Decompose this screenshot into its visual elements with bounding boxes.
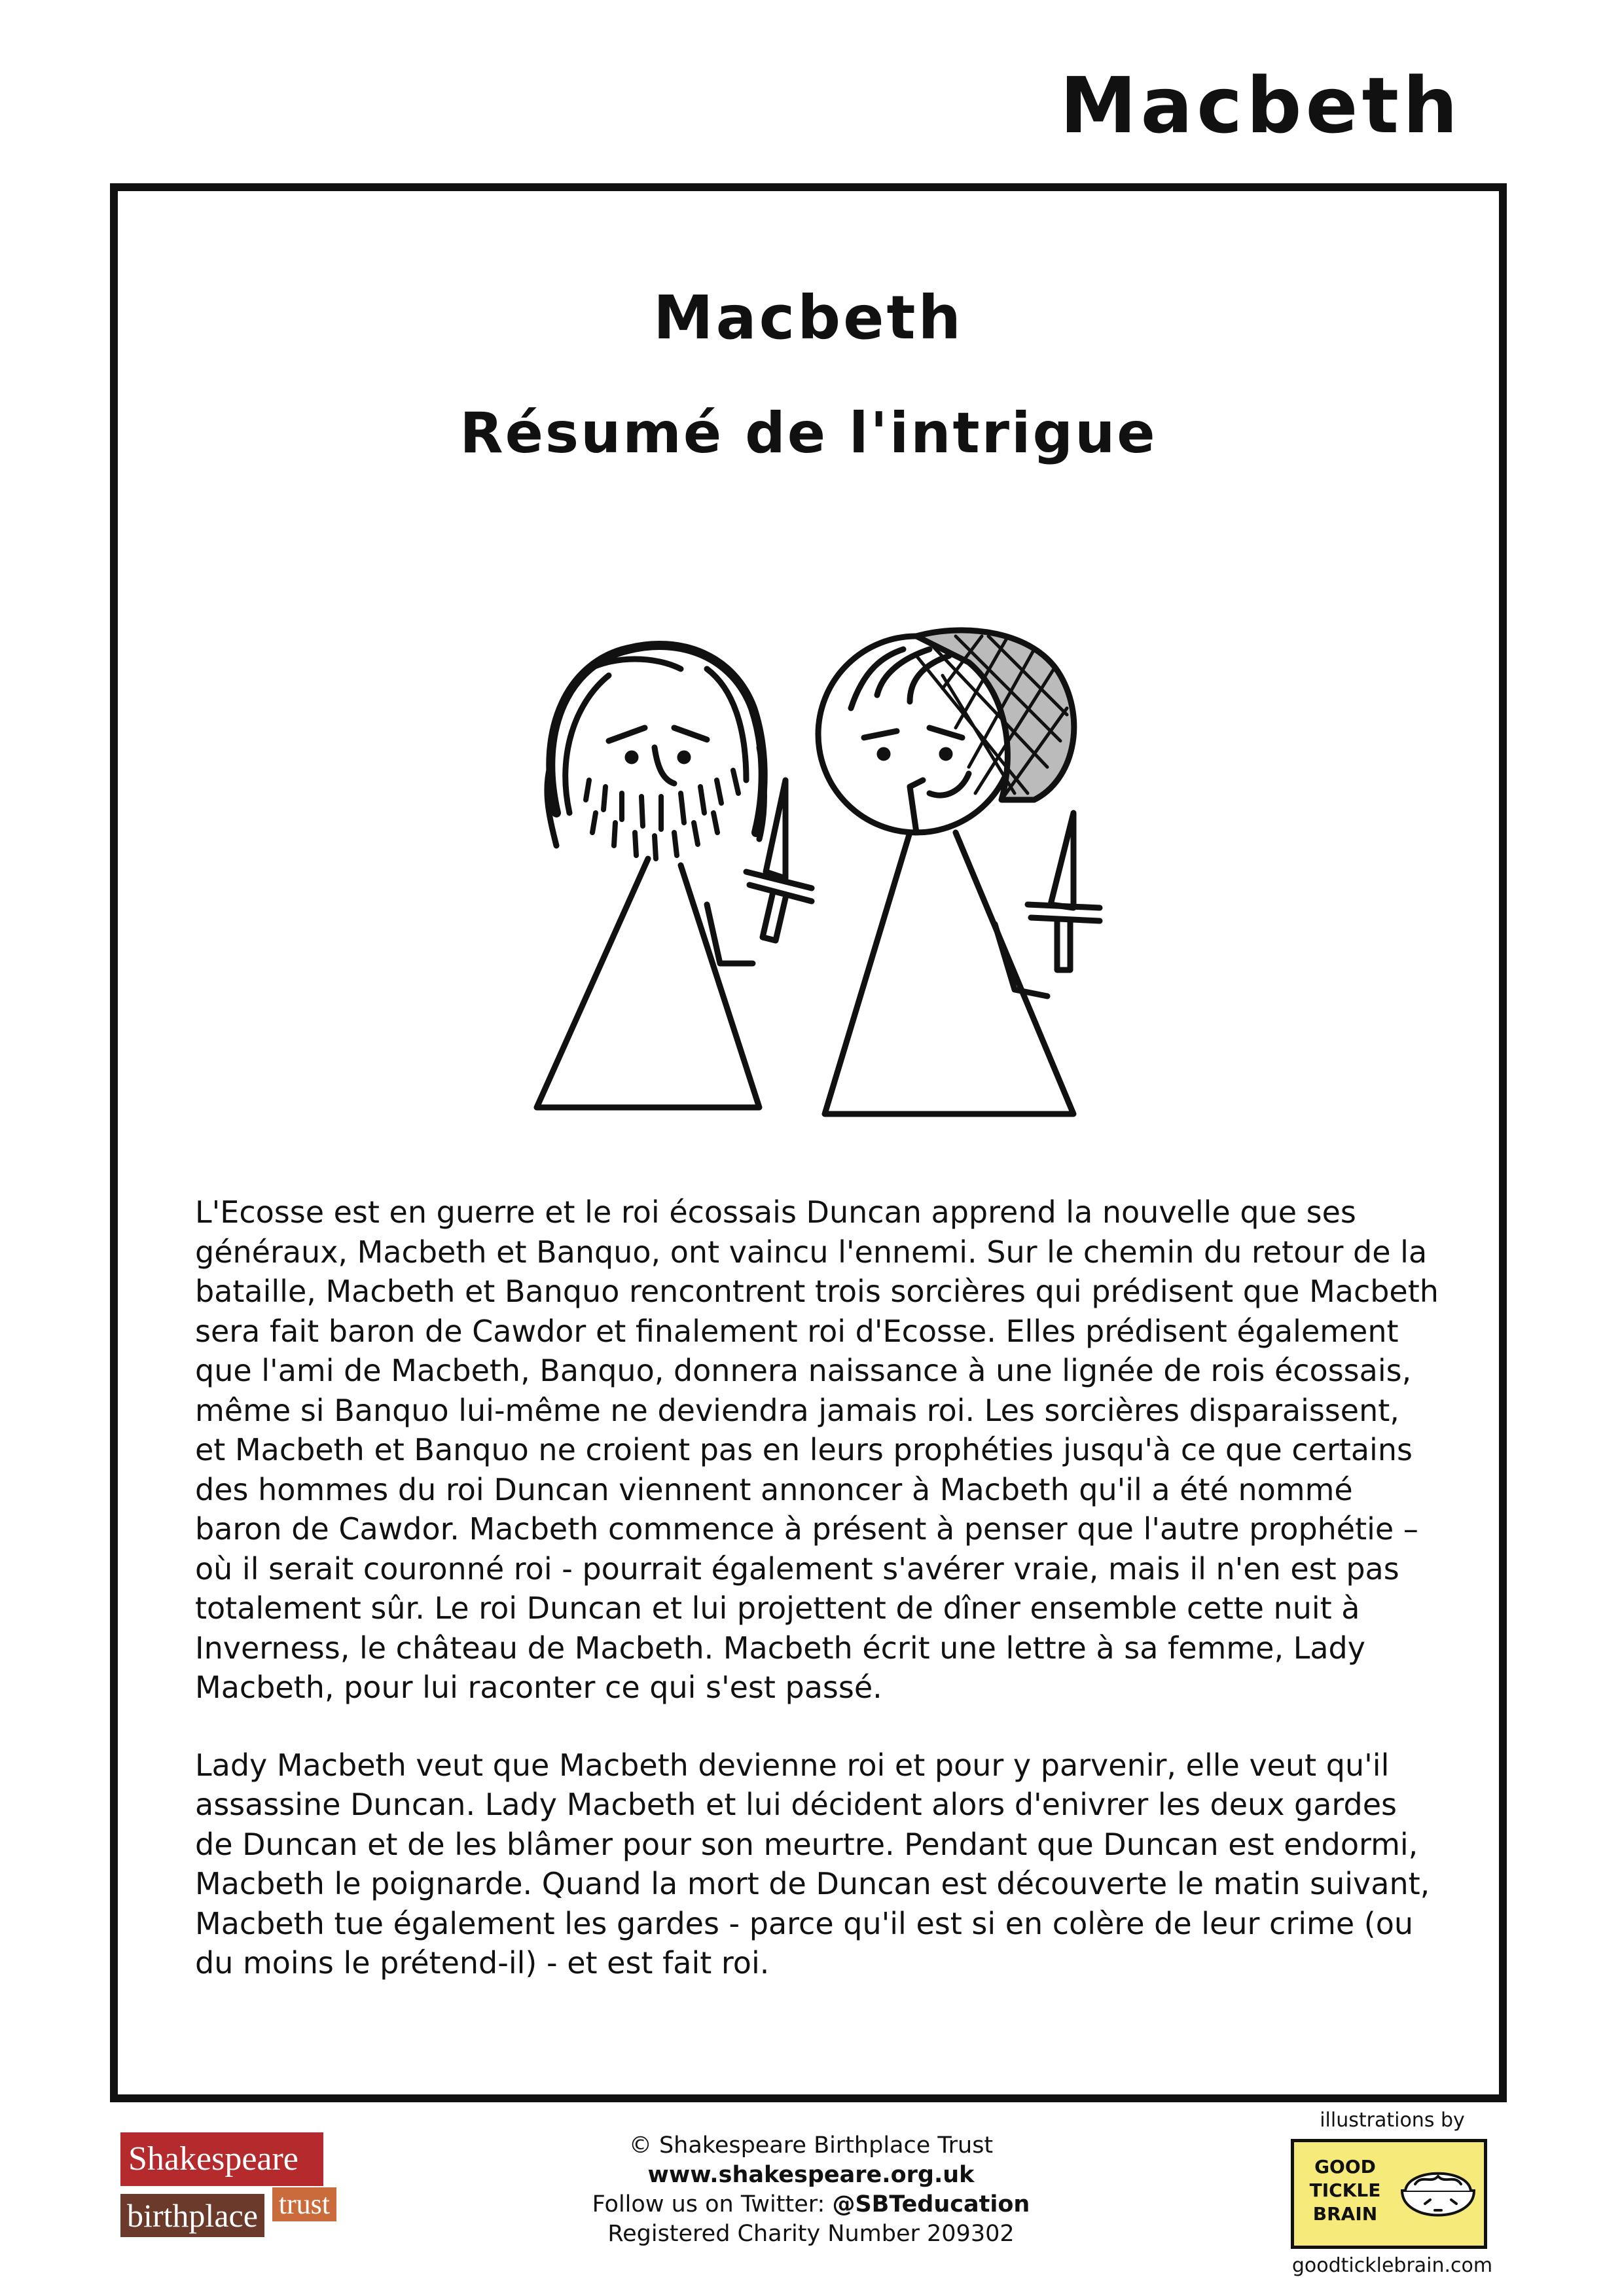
twitter-prefix: Follow us on Twitter: bbox=[592, 2191, 833, 2217]
summary-paragraph-1: L'Ecosse est en guerre et le roi écossais Duncan apprend la nouvelle que ses généraux, Macbeth et Banquo, ont vaincu l'ennemi. Sur le chemin du retour de la bataille, Macbeth et Banquo rencontrent trois sorcières qui prédisent que Macbeth sera fait baron de Cawdor et finalement roi d'Ecosse. Elles prédisent également que l'ami de Macbeth, Banquo, donnera naissance à une lignée de rois écossais, même si Banquo lui-même ne deviendra jamais roi. Les sorcières disparaissent, et Macbeth et Banquo ne croient pas en leurs prophéties jusqu'à ce que certains des hommes du roi Duncan viennent annoncer à Macbeth qu'il a été nommé baron de Cawdor. Macbeth commence à présent à penser que l'autre prophétie – où il serait couronné roi - pourrait également s'avérer vraie, mais il n'en est pas totalement sûr. Le roi Duncan et lui projettent de dîner ensemble cette nuit à Inverness, le château de Macbeth. Macbeth écrit une lettre à sa femme, Lady Macbeth, pour lui raconter ce qui s'est passé. bbox=[195, 1194, 1439, 1705]
good-tickle-brain-url[interactable]: goodticklebrain.com bbox=[1291, 2254, 1493, 2277]
summary-paragraph-2: Lady Macbeth veut que Macbeth devienne roi et pour y parvenir, elle veut qu'il assassine Duncan. Lady Macbeth et lui décident alors d'enivrer les deux gardes de Duncan et de les blâmer pour son meurtre. Pendant que Duncan est endormi, Macbeth le poignarde. Quand la mort de Duncan est découverte le matin suivant, Macbeth tue également les gardes - parce qu'il est si en colère de leur crime (ou du moins le prétend-il) - et est fait roi. bbox=[195, 1747, 1430, 1981]
good-tickle-brain-logo bbox=[1291, 2139, 1487, 2249]
gtb-line-1: GOOD bbox=[1314, 2156, 1376, 2178]
charity-number: Registered Charity Number 209302 bbox=[607, 2221, 1015, 2247]
website-link[interactable]: www.shakespeare.org.uk bbox=[647, 2162, 975, 2188]
content-frame bbox=[110, 183, 1507, 2102]
brain-bowl-icon bbox=[1392, 2151, 1484, 2243]
logo-trust-text: trust bbox=[272, 2187, 336, 2221]
logo-birthplace-text: birthplace bbox=[120, 2194, 264, 2237]
logo-shakespeare-text: Shakespeare bbox=[120, 2132, 323, 2186]
illustrator-credit bbox=[1284, 2109, 1500, 2286]
macbeth-and-lady-macbeth-illustration bbox=[458, 597, 1178, 1251]
gtb-line-2: TICKLE bbox=[1309, 2179, 1381, 2201]
document-subtitle: Résumé de l'intrigue bbox=[460, 401, 1157, 466]
twitter-handle-link[interactable]: @SBTeducation bbox=[832, 2191, 1030, 2217]
corner-title: Macbeth bbox=[1060, 60, 1462, 151]
gtb-line-3: BRAIN bbox=[1312, 2203, 1378, 2225]
copyright-text: © Shakespeare Birthplace Trust bbox=[628, 2132, 994, 2159]
plot-summary bbox=[195, 1193, 1439, 2021]
gtb-logo-text bbox=[1299, 2155, 1391, 2226]
document-title: Macbeth bbox=[653, 283, 964, 353]
illustrations-by-label: illustrations by bbox=[1320, 2109, 1465, 2132]
